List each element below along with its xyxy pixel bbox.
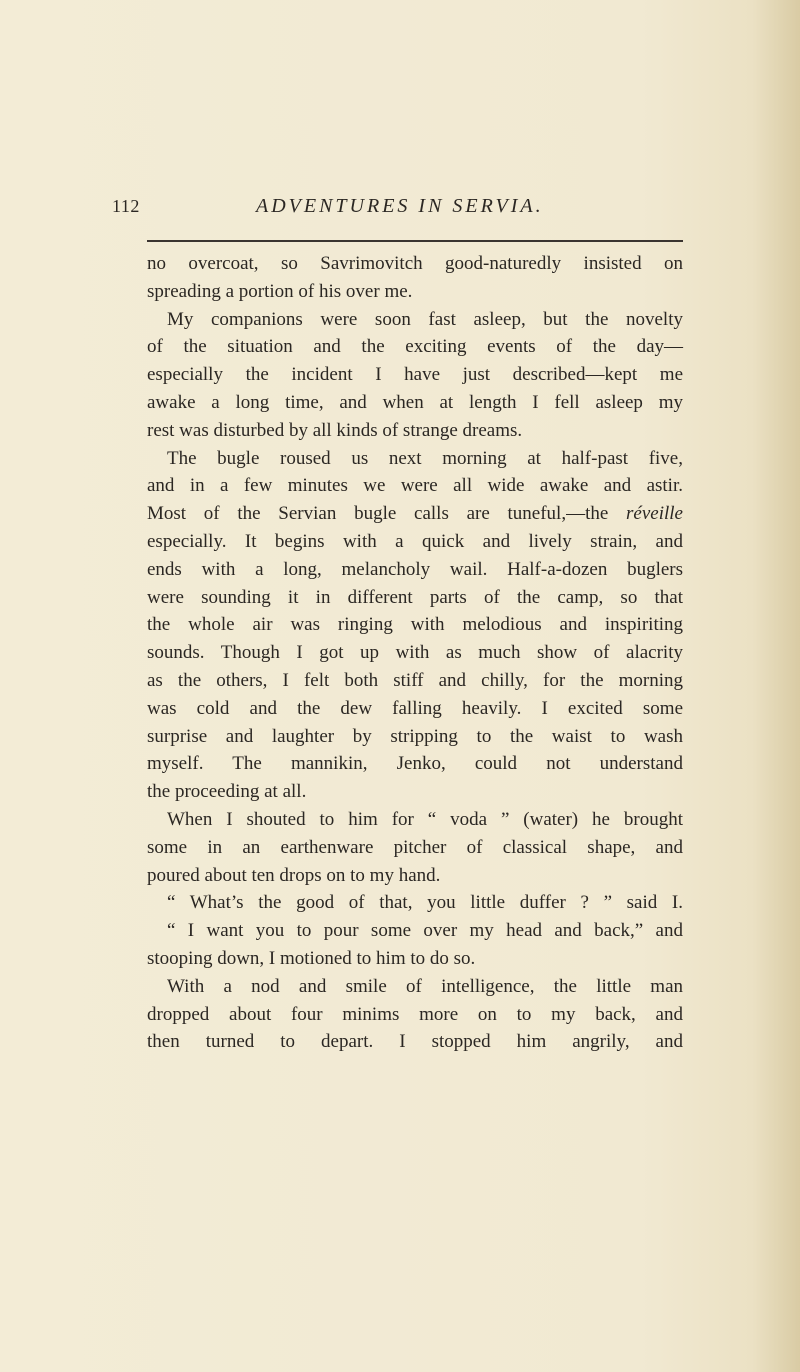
text-line: “ What’s the good of that, you little duffer ? ” said I. (167, 892, 683, 914)
text-line: My companions were soon fast asleep, but the novelty (167, 308, 683, 330)
text-line: the proceeding at all. (147, 781, 307, 803)
text-line (147, 500, 683, 528)
header-rule (147, 240, 683, 242)
text-line: With a nod and smile of intelligence, the little man (167, 975, 683, 997)
body-text (147, 250, 683, 1056)
text-line: especially. It begins with a quick and lively strain, and (147, 530, 683, 552)
text-line: as the others, I felt both stiff and chilly, for the morning (147, 669, 683, 691)
text-line: spreading a portion of his over me. (147, 280, 413, 302)
text-line: awake a long time, and when at length I fell asleep my (147, 391, 683, 413)
text-line: sounds. Though I got up with as much show of alacrity (147, 642, 683, 664)
text-line: When I shouted to him for “ voda ” (water) he brought (167, 808, 683, 830)
text-line: stooping down, I motioned to him to do so. (147, 947, 476, 969)
text-line: The bugle roused us next morning at half-past five, (167, 447, 683, 469)
text-line: dropped about four minims more on to my back, and (147, 1003, 683, 1025)
text-line: was cold and the dew falling heavily. I excited some (147, 697, 683, 719)
text-line: “ I want you to pour some over my head and back,” and (167, 920, 683, 942)
text-line: then turned to depart. I stopped him angrily, and (147, 1031, 683, 1053)
text-line: ends with a long, melancholy wail. Half-a-dozen buglers (147, 558, 683, 580)
text-line: and in a few minutes we were all wide awake and astir. (147, 475, 683, 497)
italic-word: réveille (626, 503, 683, 525)
page-number: 112 (112, 196, 140, 216)
text-line: of the situation and the exciting events of the day— (147, 336, 683, 358)
text-line: rest was disturbed by all kinds of strange dreams. (147, 419, 523, 441)
text-line: surprise and laughter by stripping to the waist to wash (147, 725, 683, 747)
running-title: ADVENTURES IN SERVIA. (256, 195, 544, 217)
text-line: the whole air was ringing with melodious and inspiriting (147, 614, 683, 636)
text-line: were sounding it in different parts of the camp, so that (147, 586, 683, 608)
text-line: myself. The mannikin, Jenko, could not understand (147, 753, 683, 775)
text-line: especially the incident I have just described—kept me (147, 364, 683, 386)
text-line: some in an earthenware pitcher of classical shape, and (147, 836, 683, 858)
page-header (112, 196, 684, 226)
text-line: no overcoat, so Savrimovitch good-naturedly insisted on (147, 253, 683, 274)
text-line-part: Most of the Servian bugle calls are tuneful,—the (147, 503, 627, 525)
text-line: poured about ten drops on to my hand. (147, 864, 441, 886)
